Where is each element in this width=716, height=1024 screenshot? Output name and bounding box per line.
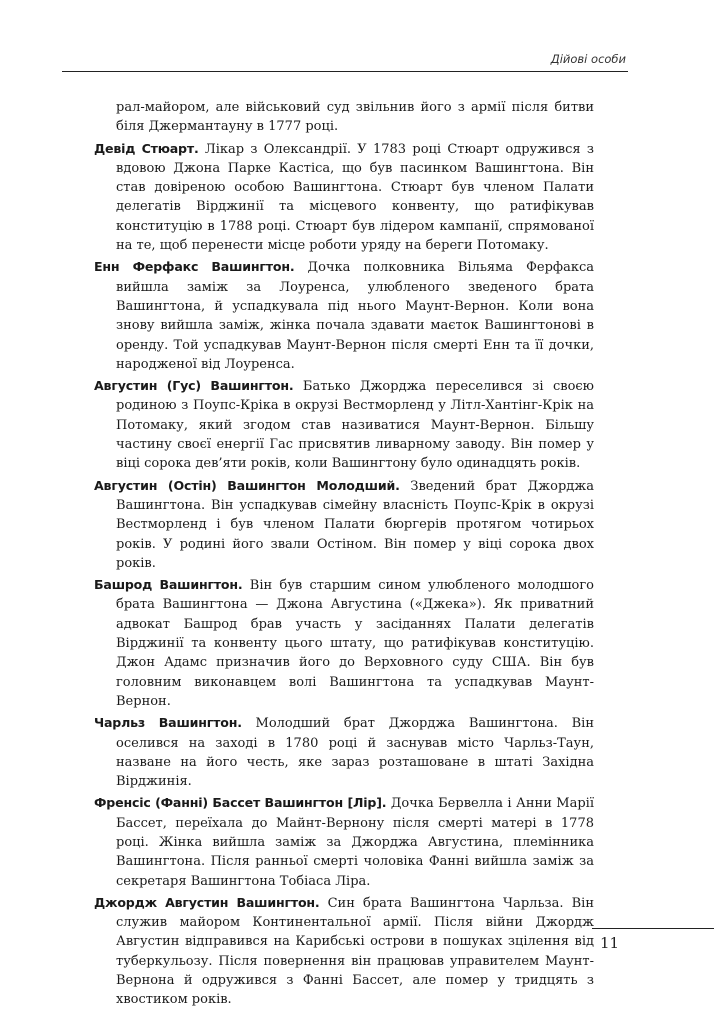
entry-text: Лікар з Олександрії. У 1783 році Стюарт одружився з вдовою Джона Парке Кастіса, що був пасинком Вашингтона. Він став довіреною особою Вашингтона. Стюарт був членом Палати делегатів Вірджинії та місцевого конвенту, що ратифікував конституцію в 1788 році. Стюарт був лідером кампанії, спрямованої на те, щоб перенести місце роботи уряду на береги Потомаку. [116,141,594,254]
entry-text: Син брата Вашингтона Чарльза. Він служив майором Континентальної армії. Після війни Джордж Августин відправився на Карибські острови в пошуках зцілення від туберкульозу. Після повернення він працював управителем Маунт-Вернона й одружився з Фанні Бассет, але помер у тридцять з хвостиком років. [116,895,594,1008]
entry-text: Батько Джорджа переселився зі своєю родиною з Поупс-Кріка в окрузі Вестморленд у Літл-Хантінг-Крік на Потомаку, який згодом став називатися Маунт-Вернон. Більшу частину своєї енергії Гас присвятив ливарному заводу. Він помер у віці сорока дев’яти років, коли Вашингтону було одинадцять років. [116,379,594,472]
entry-david-stuart [94,139,594,256]
entry-name: Августин (Гус) Вашингтон. [94,378,294,394]
entry-george-augustine-washington [94,893,594,1010]
entry-charles-washington [94,713,594,791]
entry-text: Зведений брат Джорджа Вашингтона. Він успадкував сімейну власність Поупс-Крік в окрузі Вестморленд і був членом Палати бюргерів протягом чотирьох років. У родині його звали Остіном. Він помер у віці сорока двох років. [116,478,594,571]
entry-name: Башрод Вашингтон. [94,577,243,593]
entry-name: Френсіс (Фанні) Бассет Вашингтон [Лір]. [94,795,387,811]
entry-text: Молодший брат Джорджа Вашингтона. Він оселився на заході в 1780 році й заснував місто Чарльз-Таун, назване на його честь, яке зараз розташоване в штаті Західна Вірджинія. [116,716,595,790]
entry-name: Девід Стюарт. [94,140,199,156]
entry-name: Августин (Остін) Вашингтон Молодший. [94,477,400,493]
entry-text: Дочка полковника Вільяма Ферфакса вийшла заміж за Лоуренса, улюбленого зведеного брата Вашингтона, й успадкувала під нього Маунт-Вернон. Коли вона знову вийшла заміж, жінка почала здавати маєток Вашингтонові в оренду. Той успадкував Маунт-Вернон після смерті Енн та її дочки, народженої від Лоуренса. [116,260,594,372]
page-number: 11 [600,934,620,952]
entry-text: Він був старшим сином улюбленого молодшого брата Вашингтона — Джона Августина («Джека»). Як приватний адвокат Башрод брав участь у засіданнях Палати делегатів Вірджинії та конвенту цього штату, що ратифікував конституцію. Джон Адамс призначив його до Верховного суду США. Він був головним виконавцем волі Вашингтона та успадкував Маунт-Вернон. [116,578,595,709]
footer-rule [592,928,714,929]
running-head: Дійові особи [550,52,626,66]
entry-frances-fanny-bassett-washington [94,793,594,890]
continuation-paragraph: рал-майором, але військовий суд звільнив його з армії після битви біля Джермантауну в 1777 році. [116,100,594,135]
entry-augustine-gus-washington [94,376,594,473]
entry-text: Дочка Бервелла і Анни Марії Бассет, переїхала до Майнт-Вернону після смерті матері в 1778 році. Жінка вийшла заміж за Джорджа Августина, племінника Вашингтона. Після ранньої смерті чоловіка Фанні вийшла заміж за секретаря Вашингтона Тобіаса Ліра. [116,796,594,889]
entry-name: Чарльз Вашингтон. [94,715,242,731]
page-body [94,98,594,1012]
entry-ann-fairfax-washington [94,257,594,374]
entry-name: Джордж Августин Вашингтон. [94,894,320,910]
entry-augustine-austin-washington-jr [94,476,594,573]
entry-name: Енн Ферфакс Вашингтон. [94,259,295,275]
entry-bushrod-washington [94,575,594,711]
header-rule [62,71,628,72]
